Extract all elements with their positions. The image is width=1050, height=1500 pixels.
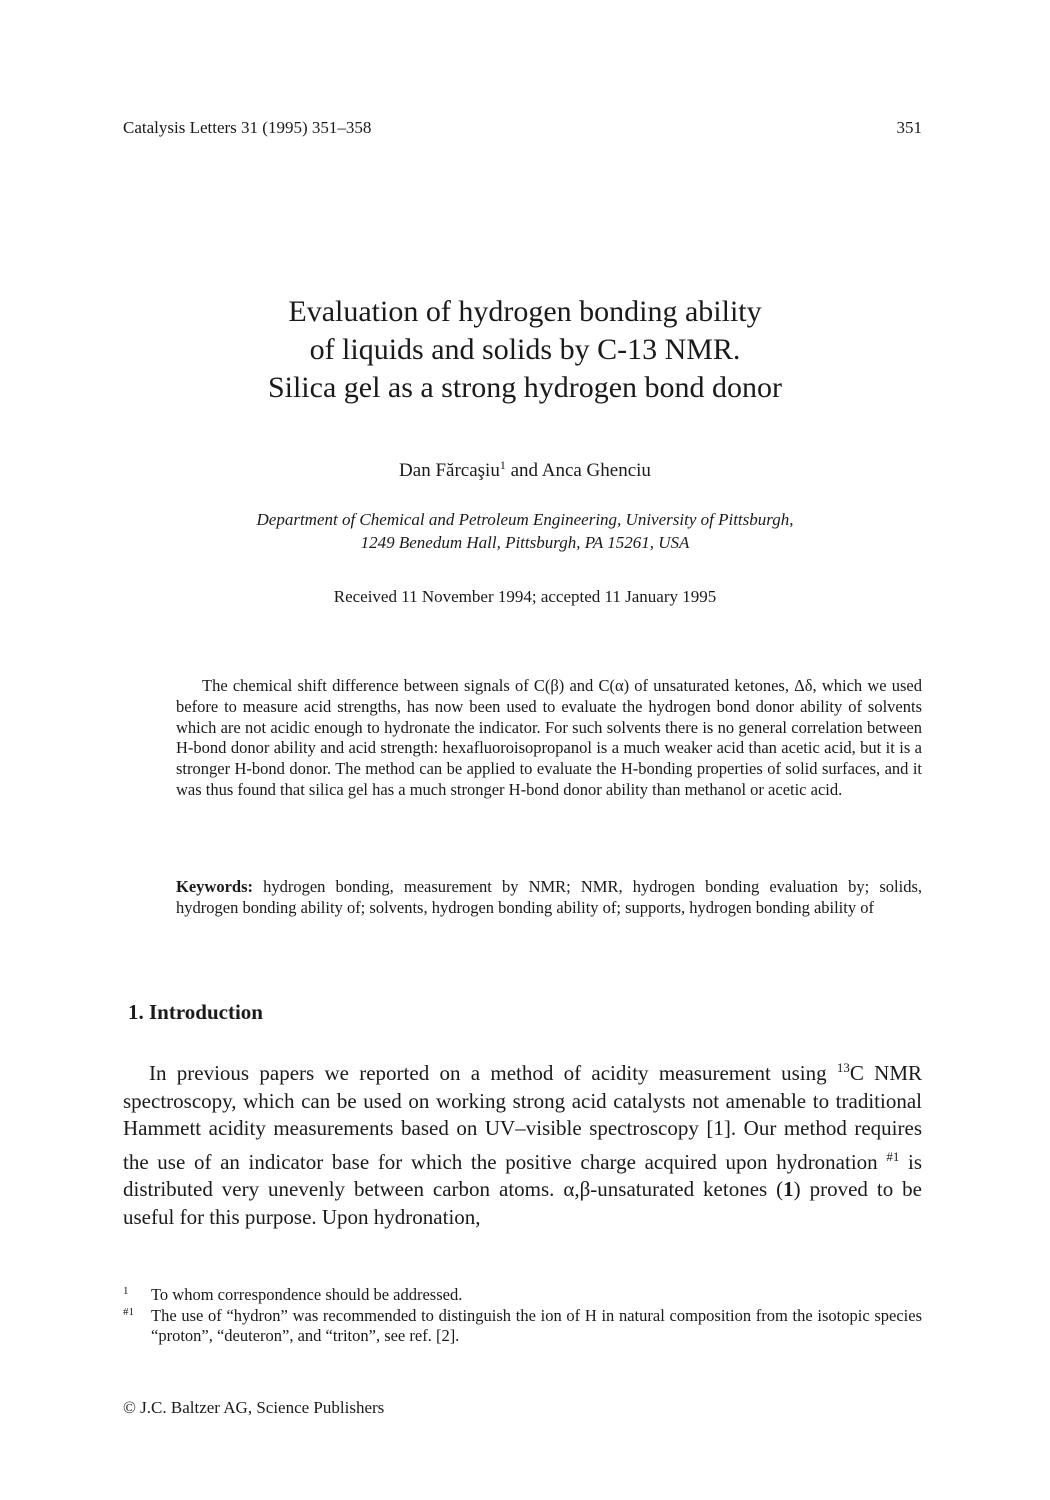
author-list [0,458,1050,482]
page-number: 351 [896,118,922,137]
compound-number: 1 [783,1177,794,1202]
keywords [176,877,922,919]
keywords-text: hydrogen bonding, measurement by NMR; NMR, hydrogen bonding evaluation by; solids, hydrogen bonding ability of; solvents, hydrogen bonding ability of; supports, hydrogen bonding ability of [176,877,922,917]
intro-text-c: is distributed very unevenly between carbon atoms. α,β-unsaturated ketones ( [123,1149,922,1202]
title-line-3: Silica gel as a strong hydrogen bond donor [267,371,783,404]
keywords-label: Keywords: [176,877,253,896]
affiliation-line-2: 1249 Benedum Hall, Pittsburgh, PA 15261, USA [360,533,690,552]
footnote [123,1306,922,1347]
author-conjunction: and [505,460,542,481]
intro-paragraph [123,1054,922,1232]
intro-text-a: In previous papers we reported on a method of acidity measurement using [149,1061,837,1085]
isotope-superscript: 13 [836,1060,850,1075]
abstract: The chemical shift difference between signals of C(β) and C(α) of unsaturated ketones, Δδ, which we used before to measure acid strengths, has now been used to evaluate the hydrogen bond donor ability of solvents which are not acidic enough to hydronate the indicator. For such solvents there is no general correlation between H-bond donor ability and acid strength: hexafluoroisopropanol is a much weaker acid than acetic acid, but it is a stronger H-bond donor. The method can be applied to evaluate the H-bonding properties of solid surfaces, and it was thus found that silica gel has a much stronger H-bond donor ability than methanol or acetic acid. [176,676,922,799]
received-dates: Received 11 November 1994; accepted 11 January 1995 [333,587,717,606]
author-1: Dan Fărcaşiu [399,460,500,481]
footnote-text: The use of “hydron” was recommended to distinguish the ion of H in natural composition from the isotopic species “proton”, “deuteron”, and “triton”, see ref. [2]. [151,1305,922,1345]
footnotes [123,1285,922,1347]
author-2: Anca Ghenciu [541,460,651,481]
footnote-mark: #1 [123,1305,134,1318]
footnote-mark: 1 [123,1285,129,1297]
paper-title [0,293,1050,407]
author-1-footnote-mark: 1 [499,458,506,472]
title-line-1: Evaluation of hydrogen bonding ability [288,295,762,328]
affiliation-line-1: Department of Chemical and Petroleum Engineering, University of Pittsburgh, [256,510,794,529]
intro-text-b: C NMR spectroscopy, which can be used on working strong acid catalysts not amenable to traditional Hammett acidity measurements based on UV–visible spectroscopy [1]. Our method requires the use of an indicator base for which the positive charge acquired upon hydronation [123,1061,922,1174]
footnote-text: To whom correspondence should be addressed. [151,1285,463,1304]
affiliation [0,508,1050,554]
copyright: © J.C. Baltzer AG, Science Publishers [123,1398,385,1417]
footnote-ref: #1 [886,1148,900,1164]
intro-text-d: ) proved to be useful for this purpose. Upon hydronation, [123,1177,922,1229]
title-line-2: of liquids and solids by C-13 NMR. [309,333,741,366]
journal-citation: Catalysis Letters 31 (1995) 351–358 [123,118,372,137]
section-heading: 1. Introduction [128,1000,263,1024]
footnote [123,1285,922,1306]
